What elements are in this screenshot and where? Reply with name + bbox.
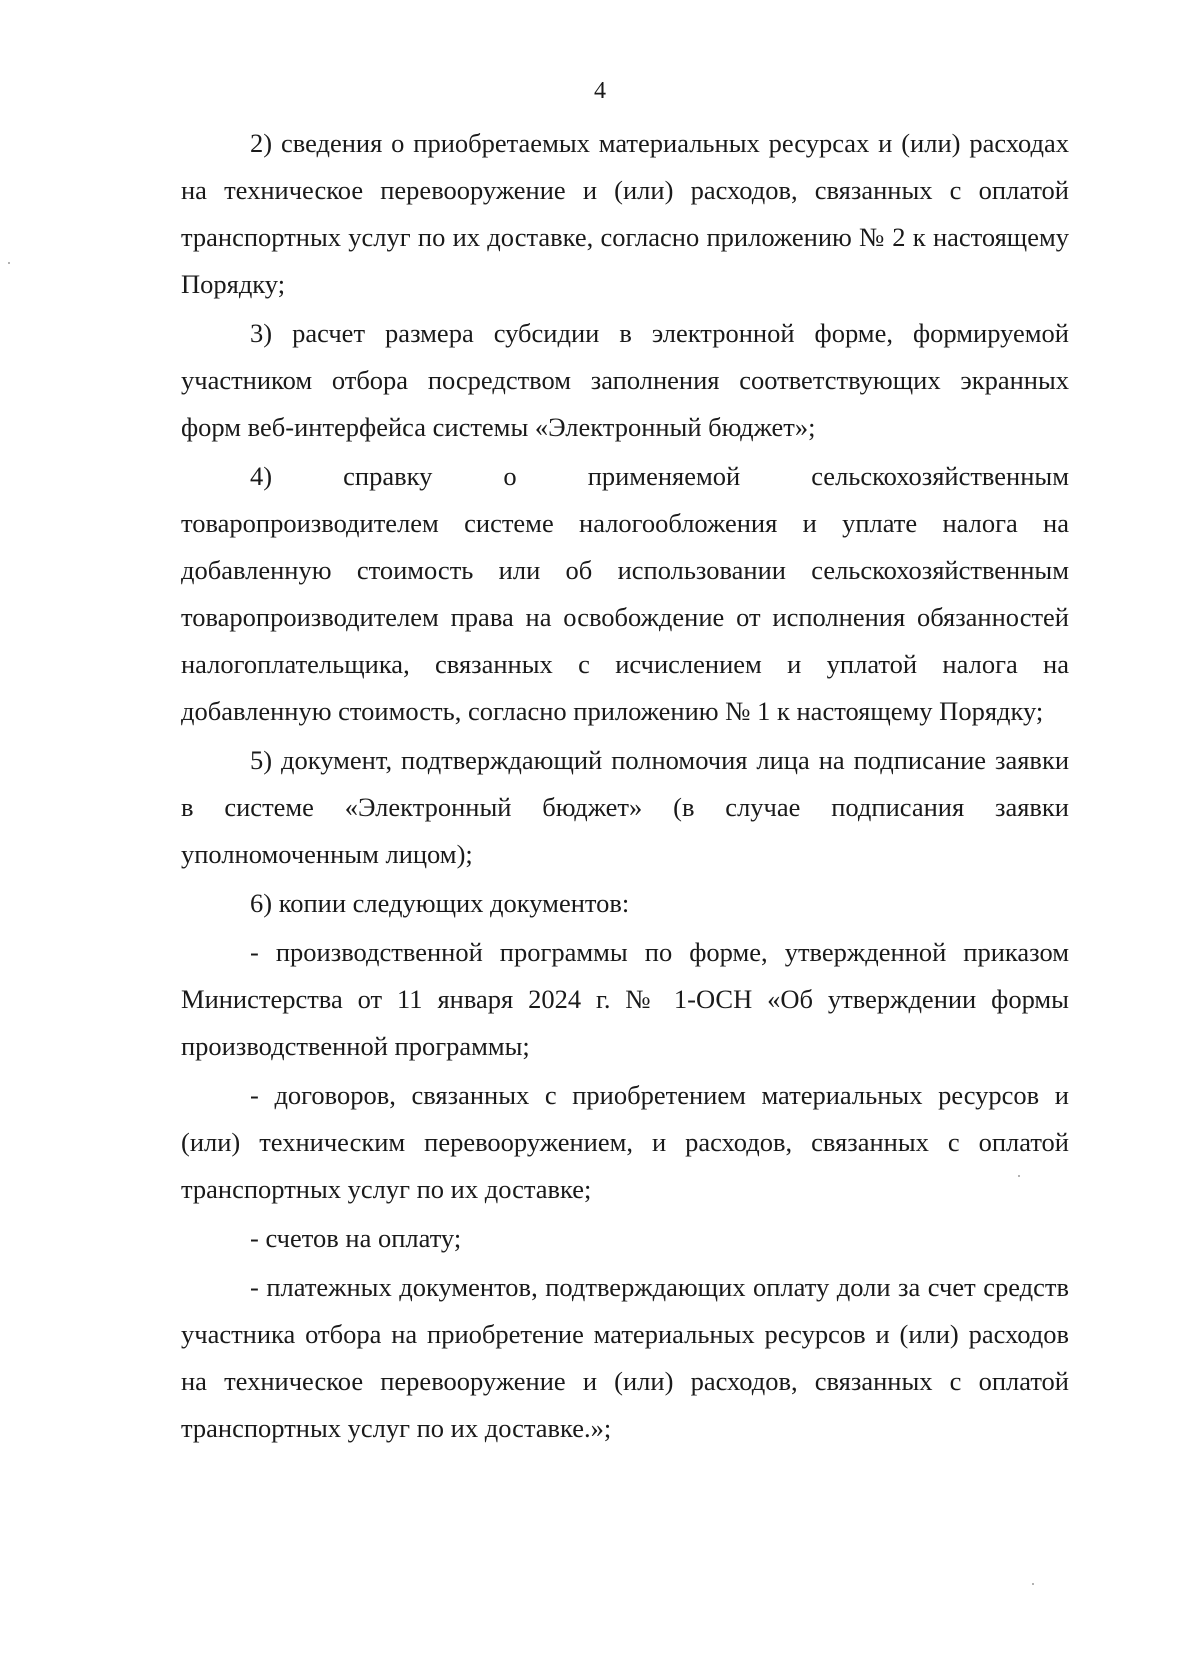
paragraph-item-4: 4) справку о применяемой сельскохозяйственным товаропроизводителем системе налогообложения и уплате налога на добавленную стоимость или об использовании сельскохозяйственным товаропроизводителем права на освобождение от исполнения обязанностей налогоплательщика, связанных с исчислением и уплатой налога на добавленную стоимость, согласно приложению № 1 к настоящему Порядку; bbox=[181, 461, 1069, 726]
paragraph-item-5: 5) документ, подтверждающий полномочия лица на подписание заявки в системе «Электронный бюджет» (в случае подписания заявки уполномоченным лицом); bbox=[181, 745, 1069, 869]
document-body bbox=[181, 120, 1069, 1454]
list-item-invoices: - счетов на оплату; bbox=[250, 1223, 462, 1253]
list-item-contracts: - договоров, связанных с приобретением материальных ресурсов и (или) техническим перевооружением, и расходов, связанных с оплатой транспортных услуг по их доставке; bbox=[181, 1080, 1069, 1204]
page-number: 4 bbox=[594, 78, 606, 104]
scan-speck bbox=[1032, 1583, 1034, 1585]
list-item-production-program: - производственной программы по форме, утвержденной приказом Министерства от 11 января 2024 г. № 1-ОСН «Об утверждении формы производственной программы; bbox=[181, 937, 1069, 1061]
paragraph-item-2: 2) сведения о приобретаемых материальных ресурсах и (или) расходах на техническое перевооружение и (или) расходов, связанных с оплатой транспортных услуг по их доставке, согласно приложению № 2 к настоящему Порядку; bbox=[181, 128, 1069, 299]
scan-speck bbox=[1018, 1175, 1020, 1177]
scan-speck bbox=[8, 262, 10, 264]
list-item-payment-documents: - платежных документов, подтверждающих оплату доли за счет средств участника отбора на приобретение материальных ресурсов и (или) расходов на техническое перевооружение и (или) расходов, связанных с оплатой транспортных услуг по их доставке.»; bbox=[181, 1272, 1069, 1443]
paragraph-item-3: 3) расчет размера субсидии в электронной форме, формируемой участником отбора посредством заполнения соответствующих экранных форм веб-интерфейса системы «Электронный бюджет»; bbox=[181, 318, 1069, 442]
paragraph-item-6: 6) копии следующих документов: bbox=[250, 888, 630, 918]
